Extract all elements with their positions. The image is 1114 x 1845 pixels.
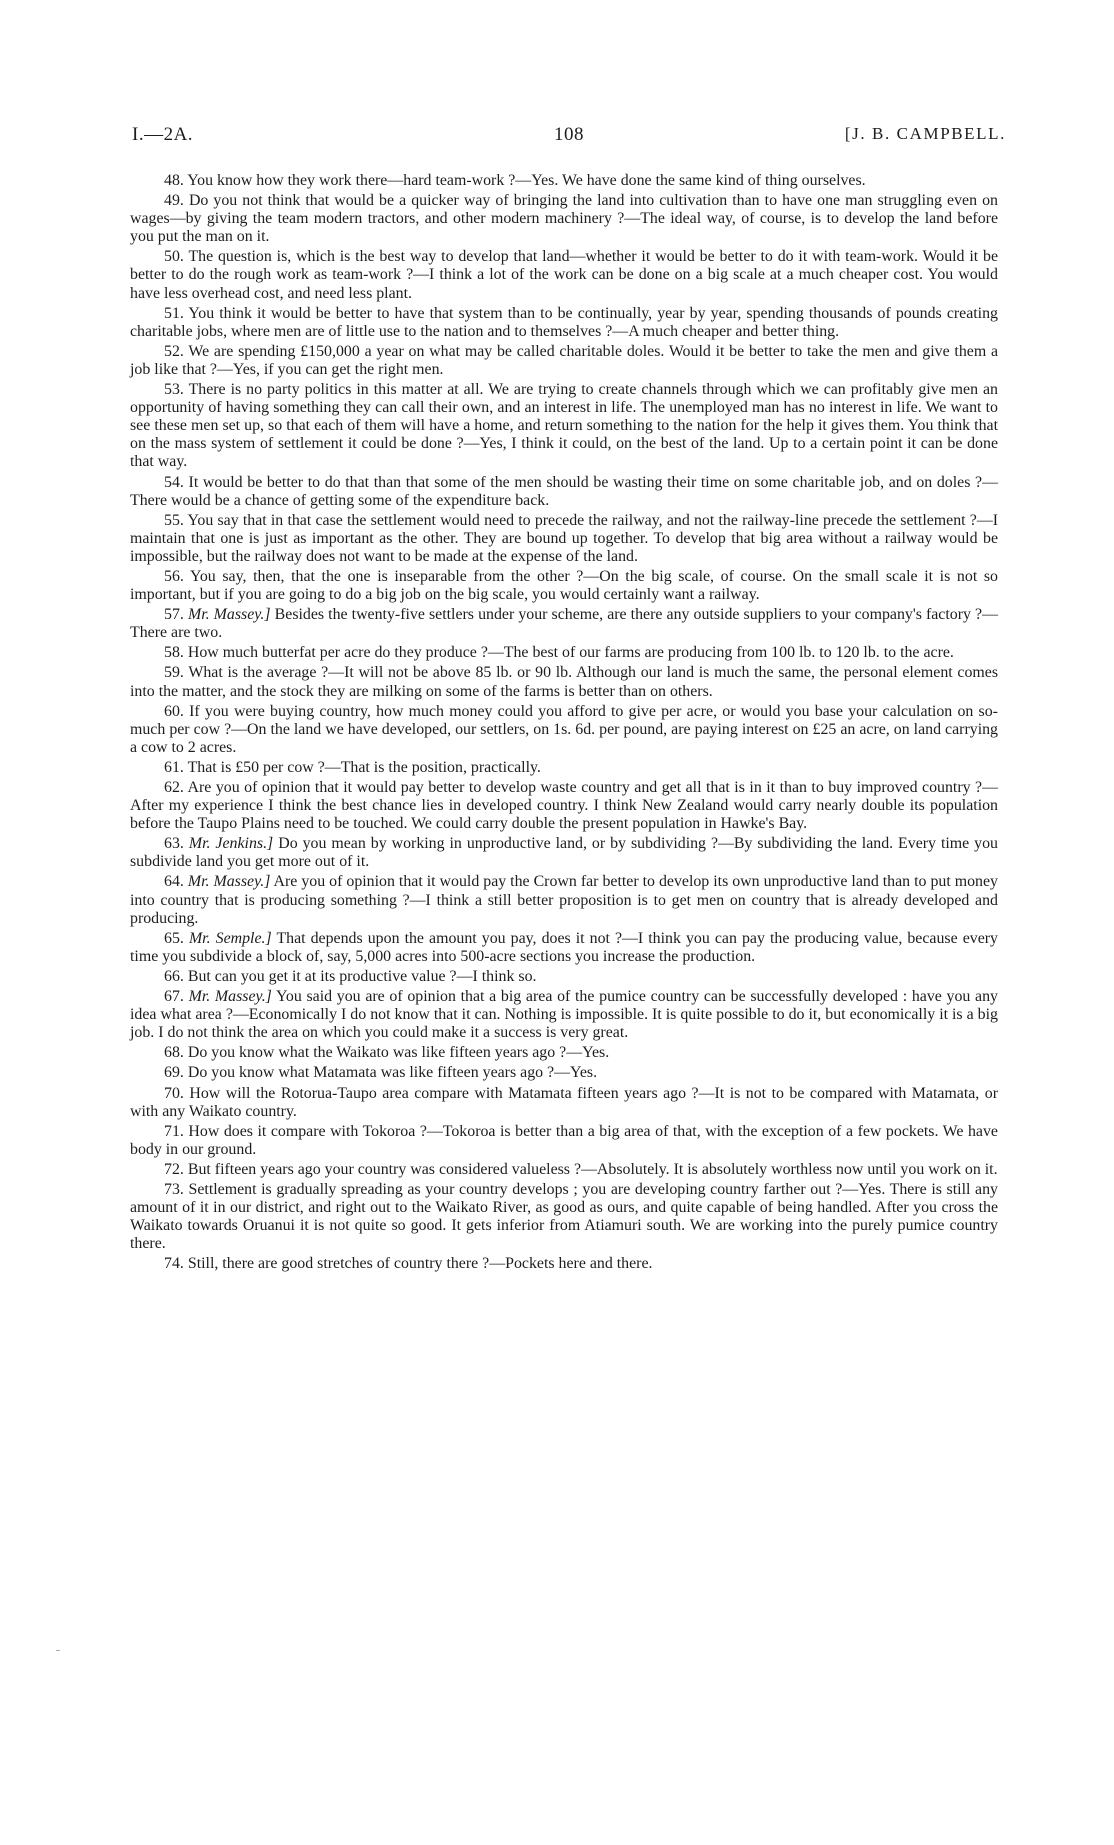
question-text: That is £50 per cow ?—That is the position, practically.	[187, 758, 541, 776]
question-number: 70.	[164, 1084, 184, 1102]
question-number: 74.	[164, 1255, 184, 1273]
question-paragraph	[130, 1044, 998, 1062]
question-number: 64.	[164, 873, 184, 891]
speaker-name: Mr. Semple.]	[188, 929, 272, 947]
question-text: You know how they work there—hard team-work ?—Yes. We have done the same kind of thing ourselves.	[187, 172, 866, 189]
question-text: Do you mean by working in unproductive land, or by subdividing ?—By subdividing the land. Every time you subdivide land you get more out of it.	[130, 835, 998, 871]
question-number: 65.	[164, 929, 184, 947]
question-number: 51.	[164, 304, 184, 322]
question-paragraph	[130, 835, 998, 871]
question-text: You say, then, that the one is inseparable from the other ?—On the big scale, of course. On the small scale it is not so important, but if you are going to do a big job on the big scale, you would certainly want a railway.	[130, 567, 998, 604]
question-number: 49.	[164, 192, 184, 210]
question-paragraph	[130, 305, 998, 341]
speaker-name: Mr. Massey.]	[188, 988, 272, 1006]
question-paragraph	[130, 988, 998, 1042]
question-text: But fifteen years ago your country was considered valueless ?—Absolutely. It is absolutely worthless now until you work on it.	[187, 1160, 998, 1178]
question-text: How much butterfat per acre do they produce ?—The best of our farms are producing from 100 lb. to 120 lb. to the acre.	[187, 644, 954, 662]
question-number: 68.	[164, 1044, 184, 1062]
question-paragraph	[130, 1161, 998, 1179]
speaker-name: Mr. Massey.]	[187, 873, 271, 891]
question-paragraph	[130, 1085, 998, 1121]
question-number: 72.	[164, 1160, 184, 1178]
question-paragraph	[130, 968, 998, 986]
question-number: 53.	[164, 381, 184, 399]
question-text: How does it compare with Tokoroa ?—Tokoroa is better than a big area of that, with the exception of a few pockets. We have body in our ground.	[130, 1122, 998, 1158]
question-number: 71.	[164, 1122, 184, 1140]
question-paragraph	[130, 759, 998, 777]
question-paragraph	[130, 664, 998, 700]
question-number: 67.	[164, 988, 184, 1006]
question-paragraph	[130, 343, 998, 379]
question-paragraph	[130, 172, 998, 190]
question-number: 50.	[164, 248, 184, 266]
question-paragraph	[130, 644, 998, 662]
question-paragraph	[130, 1255, 998, 1273]
question-number: 57.	[164, 606, 184, 624]
question-number: 52.	[164, 342, 184, 360]
page-header	[132, 124, 1006, 154]
question-paragraph	[130, 779, 998, 833]
question-text: How will the Rotorua-Taupo area compare with Matamata fifteen years ago ?—It is not to be compared with Matamata, or with any Waikato country.	[130, 1084, 998, 1120]
question-text: Are you of opinion that it would pay better to develop waste country and get all that is in it than to buy improved country ?—After my experience I think the best chance lies in developed country. I think New Zealand would carry nearly double its population before the Taupo Plains need to be touched. We could carry double the present population in Hawke's Bay.	[130, 779, 998, 833]
question-text: What is the average ?—It will not be above 85 lb. or 90 lb. Although our land is much the same, the personal element comes into the matter, and the stock they are milking on some of the farms is better than on others.	[130, 664, 999, 700]
question-text: It would be better to do that than that some of the men should be wasting their time on some charitable job, and on doles ?—There would be a chance of getting some of the expenditure back.	[130, 473, 998, 509]
margin-mark	[56, 1650, 60, 1651]
question-paragraph	[130, 381, 998, 471]
question-number: 54.	[164, 473, 184, 491]
question-text: Do you know what the Waikato was like fifteen years ago ?—Yes.	[187, 1044, 610, 1062]
question-number: 63.	[164, 835, 184, 853]
question-paragraph	[130, 192, 998, 246]
question-number: 69.	[164, 1064, 184, 1082]
question-paragraph	[130, 474, 998, 510]
question-text: Still, there are good stretches of country there ?—Pockets here and there.	[187, 1255, 653, 1273]
question-text: That depends upon the amount you pay, does it not ?—I think you can pay the producing value, because every time you subdivide a block of, say, 5,000 acres into 500-acre sections you increase the production.	[130, 929, 998, 965]
question-paragraph	[130, 568, 998, 604]
question-number: 60.	[164, 702, 184, 720]
question-paragraph	[130, 512, 998, 566]
question-text: There is no party politics in this matter at all. We are trying to create channels through which we can profitably give men an opportunity of having something they can call their own, and an interest in life. The unemployed man has no interest in life. We want to see these men set up, so that each of them will have a home, and return something to the nation for the help it gives them. You think that on the mass system of settlement it could be done ?—Yes, I think it could, on the best of the land. Up to a certain point it can be done that way.	[130, 381, 998, 471]
question-text: We are spending £150,000 a year on what may be called charitable doles. Would it be better to take the men and give them a job like that ?—Yes, if you can get the right men.	[130, 342, 998, 378]
question-number: 62.	[164, 779, 184, 796]
page-number: 108	[554, 124, 584, 145]
speaker-name: Mr. Massey.]	[187, 606, 271, 624]
question-text: Settlement is gradually spreading as your country develops ; you are developing country farther out ?—Yes. There is still any amount of it in our district, and right out to the Waikato River, as good as ours, and quite capable of being handled. After you cross the Waikato towards Oruanui it is not quite so good. It gets inferior from Atiamuri south. We are working into the purely pumice country there.	[130, 1180, 998, 1253]
document-reference: I.—2A.	[132, 124, 194, 145]
question-paragraph	[130, 703, 998, 757]
question-paragraph	[130, 248, 998, 302]
question-paragraph	[130, 1064, 998, 1082]
question-number: 56.	[164, 567, 184, 585]
question-number: 55.	[164, 511, 184, 529]
question-text: Do you know what Matamata was like fifteen years ago ?—Yes.	[187, 1064, 598, 1082]
question-number: 48.	[164, 172, 184, 189]
question-text: The question is, which is the best way to develop that land—whether it would be better to do it with team-work. Would it be better to do the rough work as team-work ?—I think a lot of the work can be done on a big scale at a much cheaper cost. You would have less overhead cost, and need less plant.	[130, 248, 999, 302]
question-text: But can you get it at its productive value ?—I think so.	[187, 967, 537, 985]
question-number: 59.	[164, 664, 184, 682]
question-number: 61.	[164, 758, 184, 776]
question-paragraph	[130, 1181, 998, 1253]
question-text: Do you not think that would be a quicker way of bringing the land into cultivation than to have one man struggling even on wages—by giving the team modern tractors, and other modern machinery ?—The ideal way, of course, is to develop the land before you put the man on it.	[130, 192, 998, 246]
question-paragraph	[130, 606, 998, 642]
question-number: 73.	[164, 1180, 184, 1198]
document-body	[130, 172, 998, 1275]
question-number: 58.	[164, 644, 184, 662]
speaker-name: Mr. Jenkins.]	[188, 835, 274, 853]
question-text: Besides the twenty-five settlers under your scheme, are there any outside suppliers to your company's factory ?—There are two.	[130, 606, 998, 642]
question-text: You said you are of opinion that a big area of the pumice country can be successfully developed : have you any idea what area ?—Economically I do not know that it can. Nothing is impossible. It is quite possible to do it, but economically it is a big job. I do not think the area on which you could make it a success is very great.	[130, 988, 999, 1042]
question-number: 66.	[164, 967, 184, 985]
question-text: If you were buying country, how much money could you afford to give per acre, or would you base your calculation on so-much per cow ?—On the land we have developed, our settlers, on 1s. 6d. per pound, are paying interest on £25 an acre, on land carrying a cow to 2 acres.	[130, 702, 998, 756]
witness-name: [J. B. CAMPBELL.	[844, 124, 1006, 143]
question-paragraph	[130, 873, 998, 927]
question-paragraph	[130, 1123, 998, 1159]
question-text: You think it would be better to have that system than to be continually, year by year, spending thousands of pounds creating charitable jobs, where men are of little use to the nation and to themselves ?—A much cheaper and better thing.	[130, 304, 998, 340]
question-text: Are you of opinion that it would pay the Crown far better to develop its own unproductive land than to put money into country that is producing something ?—I think a still better proposition is to get men on country that is already developed and producing.	[130, 873, 998, 927]
question-paragraph	[130, 930, 998, 966]
question-text: You say that in that case the settlement would need to precede the railway, and not the railway-line precede the settlement ?—I maintain that one is just as important as the other. They are bound up together. To develop that big area without a railway would be impossible, but the railway does not want to be made at the expense of the land.	[130, 511, 998, 565]
